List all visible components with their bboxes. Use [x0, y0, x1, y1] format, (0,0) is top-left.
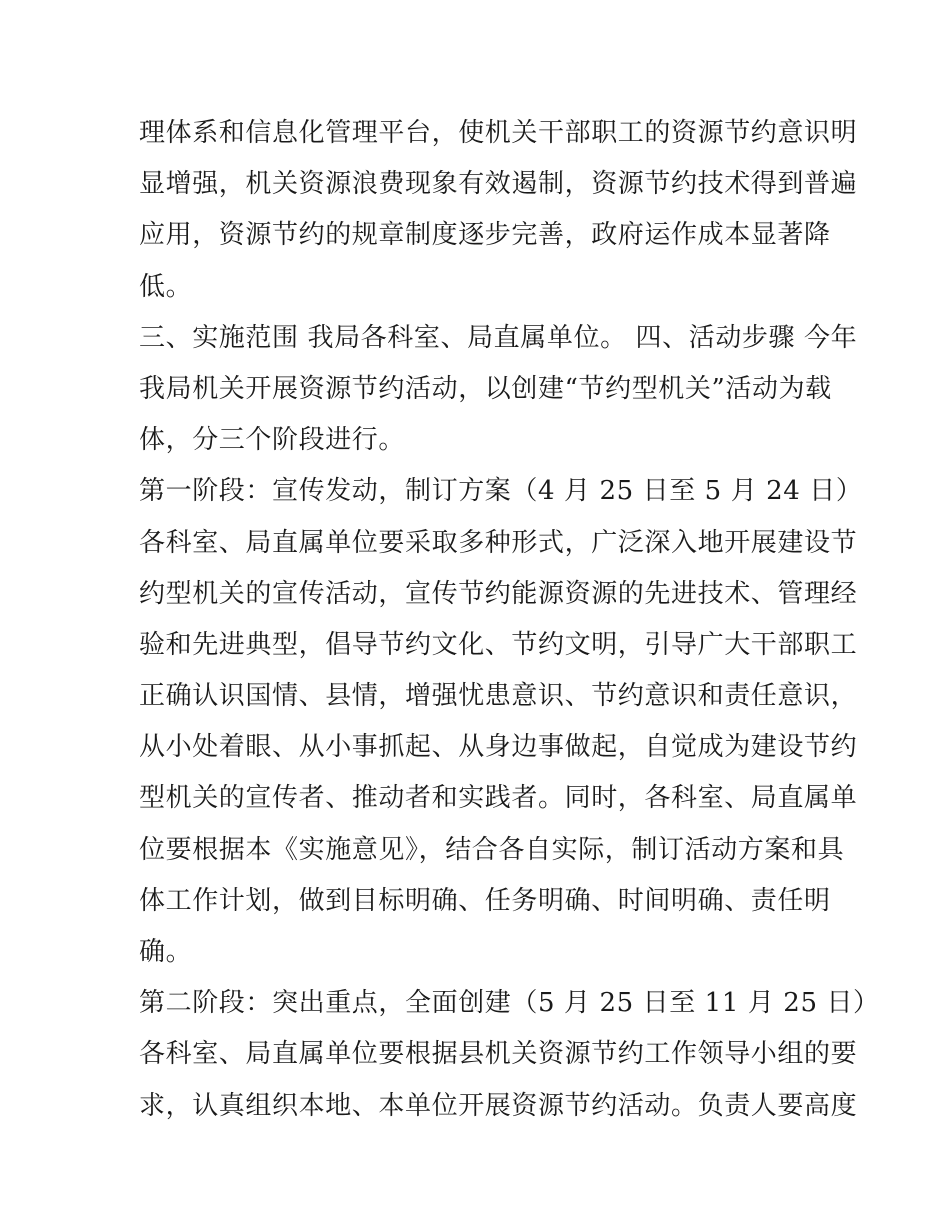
text-line: 正确认识国情、县情，增强忧患意识、节约意识和责任意识，: [139, 681, 858, 712]
text-line: 从小处着眼、从小事抓起、从身边事做起，自觉成为建设节约: [139, 732, 858, 763]
text-line: 约型机关的宣传活动，宣传节约能源资源的先进技术、管理经: [139, 578, 858, 609]
section-heading-line: 三、实施范围 我局各科室、局直属单位。 四、活动步骤 今年: [139, 322, 858, 353]
text-line: 确。: [139, 937, 193, 967]
text-line: 型机关的宣传者、推动者和实践者。同时，各科室、局直属单: [139, 783, 858, 814]
text-line: 各科室、局直属单位要根据县机关资源节约工作领导小组的要: [139, 1039, 858, 1070]
text-line: 我局机关开展资源节约活动，以创建“节约型机关”活动为载: [139, 373, 832, 404]
text-line: 体工作计划，做到目标明确、任务明确、时间明确、责任明: [139, 885, 831, 916]
text-line: 理体系和信息化管理平台，使机关干部职工的资源节约意识明: [139, 118, 858, 148]
text-line: 显增强，机关资源浪费现象有效遏制，资源节约技术得到普遍: [139, 169, 858, 200]
text-line: 验和先进典型，倡导节约文化、节约文明，引导广大干部职工: [139, 629, 858, 660]
text-line: 位要根据本《实施意见》，结合各自实际，制订活动方案和具: [139, 834, 845, 865]
text-line: 各科室、局直属单位要采取多种形式，广泛深入地开展建设节: [139, 527, 858, 558]
text-line: 低。: [139, 271, 193, 302]
stage-heading-2: 第二阶段：突出重点，全面创建（5 月 25 日至 11 月 25 日）: [139, 988, 880, 1019]
stage-heading-1: 第一阶段：宣传发动，制订方案（4 月 25 日至 5 月 24 日）: [139, 476, 863, 507]
text-line: 应用，资源节约的规章制度逐步完善，政府运作成本显著降: [139, 220, 831, 251]
text-line: 求，认真组织本地、本单位开展资源节约活动。负责人要高度: [139, 1090, 858, 1121]
document-body: [139, 108, 880, 1132]
text-line: 体，分三个阶段进行。: [139, 425, 406, 456]
